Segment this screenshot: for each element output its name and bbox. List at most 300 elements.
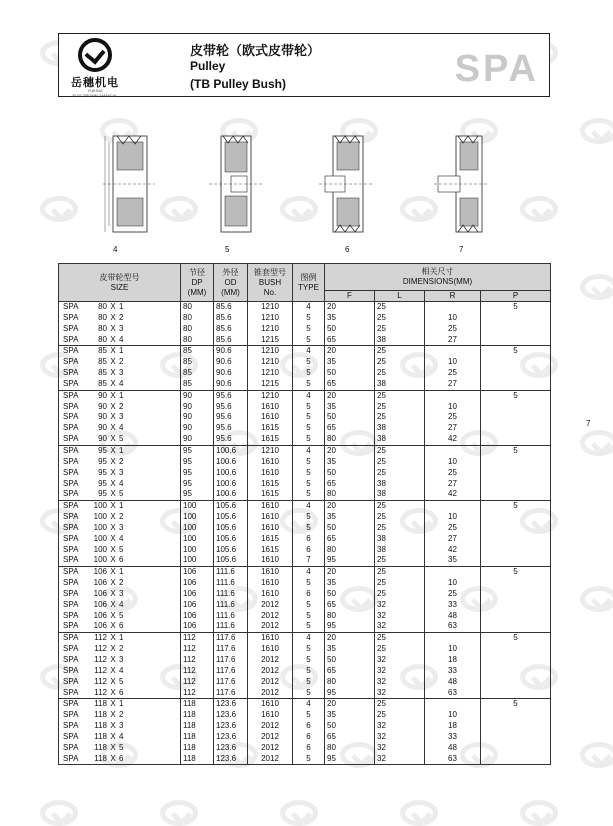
cell-f: 95 xyxy=(325,621,375,632)
table-row xyxy=(59,710,551,721)
cell-size xyxy=(59,346,181,357)
cell-bush: 1215 xyxy=(248,335,293,346)
cell-dp: 95 xyxy=(181,468,214,479)
cell-l: 38 xyxy=(375,489,425,500)
table-row xyxy=(59,545,551,556)
size-series: SPA xyxy=(63,501,79,511)
cell-r: 10 xyxy=(425,313,481,324)
cell-od: 111.6 xyxy=(214,600,248,611)
size-diameter: 106 xyxy=(93,621,107,631)
size-diameter: 90 xyxy=(98,401,107,411)
cell-dp: 90 xyxy=(181,402,214,413)
cell-od: 100.6 xyxy=(214,457,248,468)
cell-r: 48 xyxy=(425,677,481,688)
size-code xyxy=(63,523,129,534)
size-diameter: 80 xyxy=(98,302,107,311)
size-code xyxy=(63,489,129,500)
size-separator: X xyxy=(110,676,116,686)
size-series: SPA xyxy=(63,390,79,400)
size-grooves: 4 xyxy=(119,378,124,388)
size-separator: X xyxy=(110,533,116,543)
cell-bush: 1215 xyxy=(248,379,293,390)
size-grooves: 1 xyxy=(119,633,124,643)
cell-od: 90.6 xyxy=(214,379,248,390)
size-grooves: 6 xyxy=(119,555,124,565)
cell-od: 111.6 xyxy=(214,589,248,600)
size-series: SPA xyxy=(63,346,79,356)
cell-dp: 85 xyxy=(181,346,214,357)
cell-bush: 1210 xyxy=(248,302,293,313)
table-row xyxy=(59,489,551,500)
size-series: SPA xyxy=(63,710,79,720)
cell-r: 10 xyxy=(425,644,481,655)
size-series: SPA xyxy=(63,357,79,367)
size-grooves: 5 xyxy=(119,610,124,620)
cell-l: 32 xyxy=(375,600,425,611)
cell-od: 105.6 xyxy=(214,545,248,556)
cell-r xyxy=(425,633,481,644)
size-series: SPA xyxy=(63,578,79,588)
cell-bush: 1610 xyxy=(248,501,293,512)
cell-l: 38 xyxy=(375,434,425,445)
table-row xyxy=(59,402,551,413)
header-l: L xyxy=(375,291,425,302)
cell-l: 32 xyxy=(375,621,425,632)
size-code xyxy=(63,589,129,600)
cell-size xyxy=(59,743,181,754)
size-grooves: 1 xyxy=(119,346,124,356)
size-diameter: 80 xyxy=(98,334,107,344)
size-series: SPA xyxy=(63,687,79,697)
header-dimensions xyxy=(325,264,551,291)
cell-r: 48 xyxy=(425,611,481,622)
cell-f: 50 xyxy=(325,412,375,423)
cell-l: 25 xyxy=(375,633,425,644)
cell-p xyxy=(481,534,551,545)
diagram-label-5: 5 xyxy=(225,245,230,254)
table-row xyxy=(59,324,551,335)
cell-bush: 1615 xyxy=(248,545,293,556)
cell-bush: 1210 xyxy=(248,445,293,456)
size-diameter: 90 xyxy=(98,390,107,400)
cell-od: 90.6 xyxy=(214,346,248,357)
size-code xyxy=(63,677,129,688)
table-row xyxy=(59,302,551,313)
cell-f: 80 xyxy=(325,677,375,688)
cell-r: 25 xyxy=(425,412,481,423)
cell-r: 63 xyxy=(425,754,481,765)
cell-dp: 112 xyxy=(181,655,214,666)
size-diameter: 106 xyxy=(93,567,107,577)
size-code xyxy=(63,379,129,390)
cell-p xyxy=(481,357,551,368)
cell-l: 25 xyxy=(375,699,425,710)
cell-dp: 95 xyxy=(181,489,214,500)
size-grooves: 1 xyxy=(119,390,124,400)
size-separator: X xyxy=(110,578,116,588)
cell-f: 80 xyxy=(325,611,375,622)
cell-r: 10 xyxy=(425,710,481,721)
cell-p xyxy=(481,313,551,324)
cell-l: 25 xyxy=(375,501,425,512)
pulley-diagram-type-6 xyxy=(315,128,375,238)
table-row xyxy=(59,479,551,490)
size-diameter: 95 xyxy=(98,467,107,477)
size-code xyxy=(63,732,129,743)
size-diameter: 100 xyxy=(93,522,107,532)
cell-size xyxy=(59,688,181,699)
cell-type: 5 xyxy=(293,402,325,413)
cell-bush: 1610 xyxy=(248,699,293,710)
cell-size xyxy=(59,434,181,445)
cell-f: 95 xyxy=(325,688,375,699)
cell-f: 20 xyxy=(325,346,375,357)
size-series: SPA xyxy=(63,489,79,499)
cell-r: 42 xyxy=(425,489,481,500)
cell-dp: 100 xyxy=(181,545,214,556)
company-logo xyxy=(65,38,125,98)
cell-l: 25 xyxy=(375,457,425,468)
size-separator: X xyxy=(110,633,116,643)
size-grooves: 6 xyxy=(119,687,124,697)
logo-subtitle: YUESUI ELECTROMECHANICAL xyxy=(72,88,118,98)
size-diameter: 106 xyxy=(93,610,107,620)
watermark-logo-icon xyxy=(580,274,613,300)
cell-f: 50 xyxy=(325,589,375,600)
size-series: SPA xyxy=(63,456,79,466)
table-row xyxy=(59,688,551,699)
size-series: SPA xyxy=(63,655,79,664)
size-separator: X xyxy=(110,412,116,422)
size-diameter: 90 xyxy=(98,412,107,422)
cell-l: 25 xyxy=(375,445,425,456)
size-diameter: 112 xyxy=(94,687,107,697)
cell-p xyxy=(481,732,551,743)
size-grooves: 4 xyxy=(119,334,124,344)
size-separator: X xyxy=(110,489,116,499)
cell-size xyxy=(59,600,181,611)
watermark-logo-icon xyxy=(520,196,558,222)
size-grooves: 3 xyxy=(119,588,124,598)
size-series: SPA xyxy=(63,445,79,455)
cell-f: 35 xyxy=(325,357,375,368)
cell-r: 27 xyxy=(425,335,481,346)
cell-type: 4 xyxy=(293,633,325,644)
cell-p xyxy=(481,666,551,677)
size-grooves: 4 xyxy=(119,665,124,675)
table-row xyxy=(59,578,551,589)
header-dp-cn: 节径 xyxy=(189,267,205,277)
cell-dp: 112 xyxy=(181,677,214,688)
table-row xyxy=(59,468,551,479)
cell-r: 27 xyxy=(425,479,481,490)
cell-dp: 100 xyxy=(181,534,214,545)
table-row xyxy=(59,699,551,710)
header-bush-no: No. xyxy=(263,287,277,297)
cell-p: 5 xyxy=(481,633,551,644)
size-separator: X xyxy=(110,687,116,697)
size-diameter: 90 xyxy=(98,423,107,433)
size-diameter: 118 xyxy=(94,721,107,731)
size-separator: X xyxy=(110,456,116,466)
cell-dp: 118 xyxy=(181,754,214,765)
cell-f: 35 xyxy=(325,710,375,721)
size-series: SPA xyxy=(63,423,79,433)
cell-p xyxy=(481,555,551,566)
cell-r: 25 xyxy=(425,468,481,479)
cell-type: 5 xyxy=(293,621,325,632)
size-grooves: 3 xyxy=(119,467,124,477)
cell-type: 5 xyxy=(293,677,325,688)
size-series: SPA xyxy=(63,368,79,378)
cell-p xyxy=(481,743,551,754)
cell-f: 35 xyxy=(325,313,375,324)
cell-p xyxy=(481,434,551,445)
watermark-logo-icon xyxy=(400,800,438,826)
watermark-logo-icon xyxy=(580,742,613,768)
size-separator: X xyxy=(110,501,116,511)
cell-dp: 85 xyxy=(181,357,214,368)
cell-type: 5 xyxy=(293,434,325,445)
size-grooves: 1 xyxy=(119,445,124,455)
size-diameter: 95 xyxy=(98,478,107,488)
cell-od: 85.6 xyxy=(214,313,248,324)
cell-bush: 1610 xyxy=(248,578,293,589)
size-diameter: 90 xyxy=(98,434,107,444)
cell-size xyxy=(59,555,181,566)
cell-f: 65 xyxy=(325,534,375,545)
cell-l: 25 xyxy=(375,357,425,368)
cell-r: 42 xyxy=(425,434,481,445)
size-diameter: 85 xyxy=(98,357,107,367)
size-code xyxy=(63,754,129,765)
cell-p xyxy=(481,721,551,732)
cell-l: 25 xyxy=(375,412,425,423)
size-code xyxy=(63,479,129,490)
cell-size xyxy=(59,390,181,401)
size-code xyxy=(63,633,129,644)
table-row xyxy=(59,434,551,445)
size-code xyxy=(63,468,129,479)
cell-l: 32 xyxy=(375,666,425,677)
cell-od: 117.6 xyxy=(214,633,248,644)
cell-r: 25 xyxy=(425,368,481,379)
size-series: SPA xyxy=(63,676,79,686)
cell-dp: 106 xyxy=(181,589,214,600)
cell-dp: 106 xyxy=(181,578,214,589)
size-code xyxy=(63,621,129,632)
cell-size xyxy=(59,721,181,732)
size-code xyxy=(63,412,129,423)
cell-od: 117.6 xyxy=(214,677,248,688)
cell-od: 100.6 xyxy=(214,489,248,500)
cell-dp: 100 xyxy=(181,512,214,523)
header-size-en: SIZE xyxy=(110,282,129,292)
cell-dp: 90 xyxy=(181,423,214,434)
size-code xyxy=(63,710,129,721)
size-code xyxy=(63,600,129,611)
cell-l: 25 xyxy=(375,324,425,335)
cell-f: 35 xyxy=(325,402,375,413)
cell-size xyxy=(59,567,181,578)
size-diameter: 100 xyxy=(93,501,107,511)
cell-bush: 2012 xyxy=(248,732,293,743)
cell-dp: 80 xyxy=(181,335,214,346)
cell-l: 25 xyxy=(375,578,425,589)
size-diameter: 100 xyxy=(93,533,107,543)
cell-type: 5 xyxy=(293,412,325,423)
size-grooves: 2 xyxy=(119,578,124,588)
cell-type: 6 xyxy=(293,589,325,600)
header-dp xyxy=(181,264,214,302)
table-row xyxy=(59,346,551,357)
cell-od: 85.6 xyxy=(214,335,248,346)
cell-bush: 2012 xyxy=(248,611,293,622)
cell-od: 123.6 xyxy=(214,754,248,765)
size-grooves: 5 xyxy=(119,676,124,686)
spec-table xyxy=(58,263,551,765)
size-grooves: 3 xyxy=(119,522,124,532)
cell-size xyxy=(59,666,181,677)
cell-size xyxy=(59,457,181,468)
cell-bush: 1615 xyxy=(248,534,293,545)
size-code xyxy=(63,721,129,732)
table-row xyxy=(59,644,551,655)
title-english: Pulley xyxy=(190,59,226,73)
size-separator: X xyxy=(110,721,116,731)
cell-size xyxy=(59,534,181,545)
cell-l: 25 xyxy=(375,468,425,479)
header-dimensions-cn: 相关尺寸 xyxy=(421,267,454,276)
pulley-diagrams xyxy=(85,128,505,258)
size-grooves: 2 xyxy=(119,710,124,720)
size-separator: X xyxy=(110,357,116,367)
cell-l: 25 xyxy=(375,512,425,523)
size-diameter: 80 xyxy=(98,312,107,322)
cell-p xyxy=(481,412,551,423)
size-grooves: 3 xyxy=(119,655,124,664)
cell-dp: 80 xyxy=(181,302,214,313)
size-separator: X xyxy=(110,346,116,356)
size-diameter: 95 xyxy=(98,456,107,466)
cell-dp: 80 xyxy=(181,324,214,335)
cell-l: 38 xyxy=(375,379,425,390)
cell-f: 20 xyxy=(325,302,375,313)
size-grooves: 2 xyxy=(119,456,124,466)
cell-size xyxy=(59,621,181,632)
table-row xyxy=(59,555,551,566)
cell-f: 35 xyxy=(325,578,375,589)
size-grooves: 1 xyxy=(119,699,124,709)
size-code xyxy=(63,368,129,379)
header-p: P xyxy=(481,291,551,302)
cell-size xyxy=(59,710,181,721)
cell-size xyxy=(59,368,181,379)
cell-bush: 1615 xyxy=(248,423,293,434)
size-diameter: 118 xyxy=(94,731,107,741)
cell-p xyxy=(481,545,551,556)
cell-od: 123.6 xyxy=(214,699,248,710)
size-series: SPA xyxy=(63,544,79,554)
cell-type: 6 xyxy=(293,534,325,545)
cell-bush: 1210 xyxy=(248,313,293,324)
table-row xyxy=(59,721,551,732)
cell-bush: 2012 xyxy=(248,688,293,699)
size-code xyxy=(63,699,129,710)
size-series: SPA xyxy=(63,567,79,577)
size-grooves: 4 xyxy=(119,533,124,543)
cell-dp: 118 xyxy=(181,743,214,754)
table-body xyxy=(59,302,551,765)
cell-r: 63 xyxy=(425,621,481,632)
cell-r xyxy=(425,445,481,456)
cell-od: 123.6 xyxy=(214,743,248,754)
cell-type: 4 xyxy=(293,390,325,401)
size-code xyxy=(63,545,129,556)
table-row xyxy=(59,457,551,468)
cell-f: 50 xyxy=(325,368,375,379)
cell-p xyxy=(481,512,551,523)
header-od-unit: (MM) xyxy=(221,287,240,297)
size-series: SPA xyxy=(63,644,79,654)
size-diameter: 106 xyxy=(93,599,107,609)
size-code xyxy=(63,423,129,434)
table-row xyxy=(59,423,551,434)
size-series: SPA xyxy=(63,753,79,763)
cell-l: 25 xyxy=(375,302,425,313)
size-separator: X xyxy=(110,610,116,620)
cell-r: 27 xyxy=(425,379,481,390)
size-code xyxy=(63,555,129,566)
cell-dp: 106 xyxy=(181,611,214,622)
cell-f: 20 xyxy=(325,390,375,401)
size-separator: X xyxy=(110,710,116,720)
size-separator: X xyxy=(110,665,116,675)
spec-table-wrapper xyxy=(58,263,550,765)
cell-f: 35 xyxy=(325,644,375,655)
cell-od: 95.6 xyxy=(214,434,248,445)
size-separator: X xyxy=(110,522,116,532)
cell-r: 33 xyxy=(425,666,481,677)
logo-name: 岳穗机电 xyxy=(71,77,119,89)
cell-od: 111.6 xyxy=(214,611,248,622)
table-row xyxy=(59,600,551,611)
cell-dp: 90 xyxy=(181,434,214,445)
cell-type: 5 xyxy=(293,368,325,379)
size-separator: X xyxy=(110,368,116,378)
size-code xyxy=(63,655,129,666)
cell-od: 95.6 xyxy=(214,423,248,434)
size-series: SPA xyxy=(63,522,79,532)
size-grooves: 3 xyxy=(119,368,124,378)
size-separator: X xyxy=(110,467,116,477)
cell-f: 65 xyxy=(325,423,375,434)
cell-type: 4 xyxy=(293,445,325,456)
cell-p xyxy=(481,754,551,765)
cell-size xyxy=(59,423,181,434)
cell-f: 65 xyxy=(325,732,375,743)
cell-od: 117.6 xyxy=(214,644,248,655)
size-separator: X xyxy=(110,599,116,609)
size-series: SPA xyxy=(63,412,79,422)
cell-bush: 1210 xyxy=(248,324,293,335)
table-row xyxy=(59,732,551,743)
cell-od: 85.6 xyxy=(214,302,248,313)
size-code xyxy=(63,578,129,589)
cell-l: 38 xyxy=(375,534,425,545)
size-code xyxy=(63,534,129,545)
size-series: SPA xyxy=(63,599,79,609)
